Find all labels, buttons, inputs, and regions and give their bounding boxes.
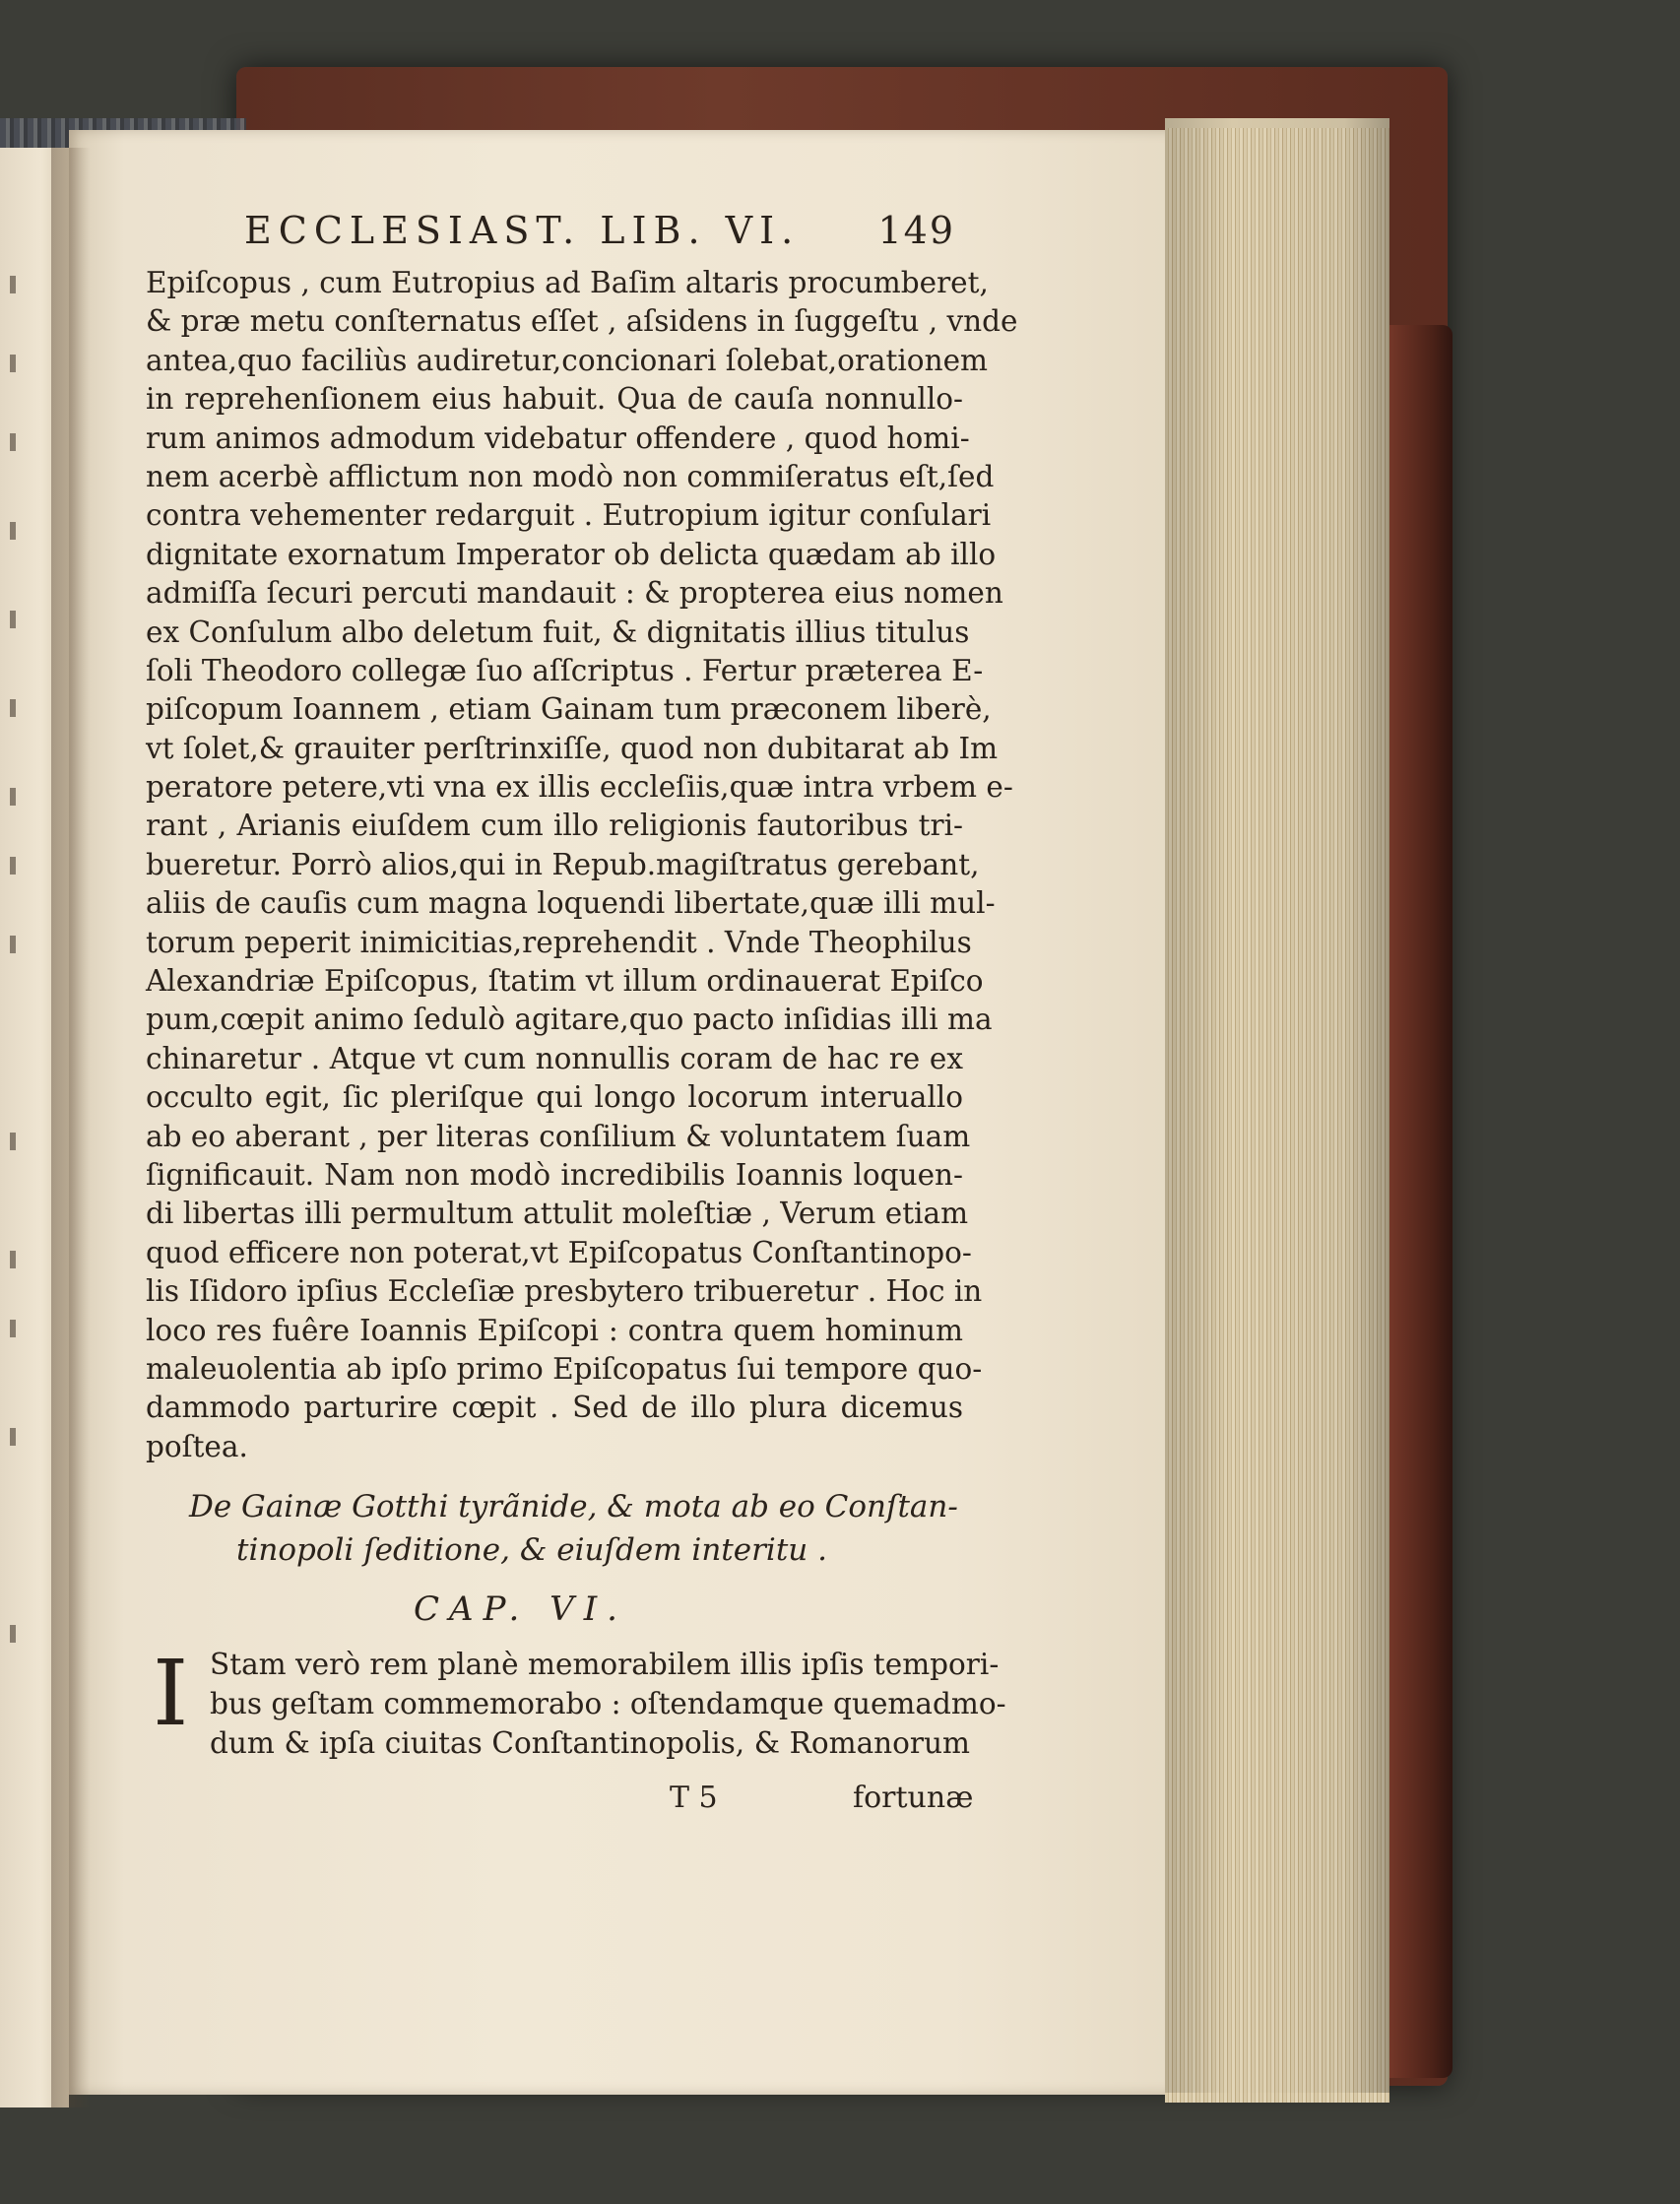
chapter-text [153,1641,1006,1763]
verso-text-fragment [10,1251,16,1268]
text-line: antea,quo faciliùs audiretur,concionari ſolebat,orationem [146,343,988,377]
text-line: & præ metu conſternatus eſſet , aſsidens in ſuggeſtu , vnde [146,304,1018,339]
text-line: rant , Arianis eiuſdem cum illo religionis fautoribus tri- [146,809,963,843]
catchword: fortunæ [853,1781,974,1815]
text-line: ab eo aberant , per literas conſilium & voluntatem ſuam [146,1119,971,1153]
verso-text-fragment [10,699,16,717]
text-line: aliis de cauſis cum magna loquendi libertate,quæ illi mul- [146,886,996,921]
text-line: Epiſcopus , cum Eutropius ad Baſim altaris procumberet, [146,266,989,299]
text-line: quod efficere non poterat,vt Epiſcopatus Conſtantinopo- [146,1235,972,1269]
text-line: dignitate exornatum Imperator ob delicta quædam ab illo [146,537,997,571]
page-number: 149 [877,209,955,252]
verso-text-fragment [10,788,16,806]
text-line: maleuolentia ab ipſo primo Epiſcopatus ſui tempore quo- [146,1351,983,1386]
text-line: dammodo parturire cœpit . Sed de illo plura dicemus [146,1391,963,1425]
signature-mark: T 5 [670,1781,718,1815]
text-line: vt ſolet,& grauiter perſtrinxiſſe, quod non dubitarat ab Im [146,731,999,765]
chapter-heading-line: tinopoli ſeditione, & eiuſdem interitu . [236,1532,827,1568]
verso-text-fragment [10,936,16,953]
text-line: admiſſa ſecuri percuti mandauit : & propterea eius nomen [146,576,1003,611]
verso-text-fragment [10,857,16,875]
text-line: piſcopum Ioannem , etiam Gainam tum præconem liberè, [146,692,992,727]
text-line: bueretur. Porrò alios,qui in Repub.magiſtratus gerebant, [146,847,980,881]
page-stack-shading [1165,118,1389,2093]
chapter-text-line: dum & ipſa ciuitas Conſtantinopolis, & Romanorum [210,1726,970,1760]
text-line: in reprehenſionem eius habuit. Qua de cauſa nonnullo- [146,382,963,417]
verso-text-fragment [10,1133,16,1150]
text-line: Alexandriæ Epiſcopus, ſtatim vt illum ordinauerat Epiſco [146,964,984,999]
text-line: ſoli Theodoro collegæ ſuo aſſcriptus . Fertur præterea E- [146,653,984,687]
text-line: occulto egit, ſic pleriſque qui longo locorum interuallo [146,1080,963,1115]
text-line: lis Iſidoro ipſius Eccleſiæ presbytero tribueretur . Hoc in [146,1274,983,1309]
verso-text-fragment [10,433,16,451]
text-line: rum animos admodum videbatur offendere , quod homi- [146,421,970,455]
text-line: ex Conſulum albo deletum fuit, & dignitatis illius titulus [146,615,970,649]
text-line: di libertas illi permultum attulit moleſtiæ , Verum etiam [146,1197,969,1231]
verso-text-fragment [10,355,16,372]
chapter-heading [189,1485,957,1572]
text-line: nem acerbè afflictum non modò non commiſeratus eſt,ſed [146,459,995,493]
body-text [146,264,1018,1466]
verso-text-fragment [10,276,16,293]
page-header [244,209,955,260]
verso-text-fragment [10,611,16,628]
verso-text-fragment [10,1428,16,1446]
text-line: contra vehementer redarguit . Eutropium igitur conſulari [146,498,992,533]
text-line: torum peperit inimicitias,reprehendit . Vnde Theophilus [146,925,972,959]
chapter-text-line: Stam verò rem planè memorabilem illis ipſis tempori- [210,1648,1000,1681]
verso-text-fragment [10,522,16,540]
text-line: poſtea. [146,1429,248,1463]
chapter-text-line: bus geſtam commemorabo : oſtendamque quemadmo- [210,1687,1006,1720]
running-head: ECCLESIAST. LIB. VI. [244,209,801,252]
text-line: pum,cœpit animo ſedulò agitare,quo pacto inſidias illi ma [146,1003,993,1037]
text-line: loco res fuêre Ioannis Epiſcopi : contra quem hominum [146,1313,963,1347]
chapter-number: CAP. VI. [414,1589,627,1629]
verso-text-fragment [10,1625,16,1643]
gutter-shadow [51,148,91,2107]
verso-text-fragment [10,1320,16,1337]
chapter-heading-line: De Gainæ Gotthi tyrãnide, & mota ab eo Conſtan- [189,1489,958,1524]
text-line: ſignificauit. Nam non modò incredibilis Ioannis loquen- [146,1157,963,1192]
text-line: chinaretur . Atque vt cum nonnullis coram de hac re ex [146,1041,963,1075]
drop-cap: I [153,1641,189,1746]
cover-edge [1384,325,1453,2078]
text-line: peratore petere,vti vna ex illis eccleſiis,quæ intra vrbem e- [146,770,1013,805]
